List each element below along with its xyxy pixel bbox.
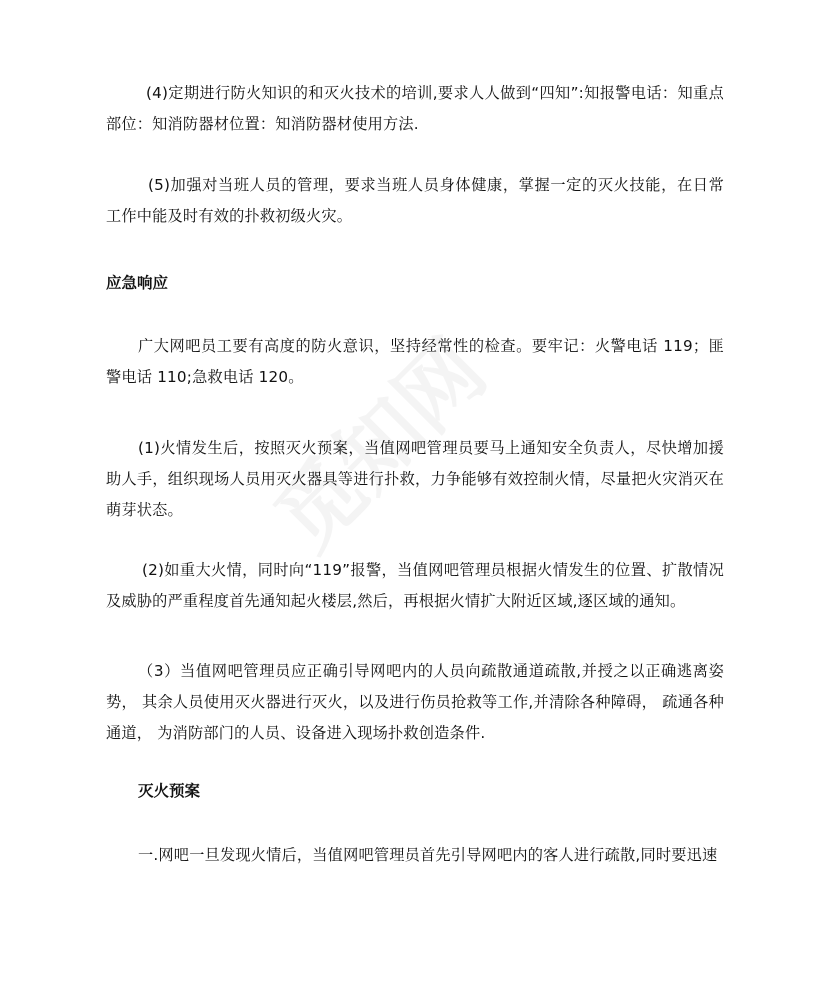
paragraph-response-1: (1)火情发生后，按照灭火预案，当值网吧管理员要马上通知安全负责人，尽快增加援助人手，组织现场人员用灭火器具等进行扑救，力争能够有效控制火情，尽量把火灾消灭在萌芽状态。: [106, 439, 724, 519]
paragraph-response-2: (2)如重大火情，同时向“119”报警，当值网吧管理员根据火情发生的位置、扩散情况及威胁的严重程度首先通知起火楼层,然后，再根据火情扩大附近区域,逐区域的通知。: [106, 561, 724, 610]
paragraph-response-3: （3）当值网吧管理员应正确引导网吧内的人员向疏散通道疏散,并授之以正确逃离姿势， 其余人员使用灭火器进行灭火，以及进行伤员抢救等工作,并清除各种障碍， 疏通各种通道， 为消防部门的人员、设备进入现场扑救创造条件.: [106, 662, 724, 742]
heading-fire-plan: 灭火预案: [138, 782, 201, 800]
paragraph-plan-1: 一.网吧一旦发现火情后，当值网吧管理员首先引导网吧内的客人进行疏散,同时要迅速: [138, 846, 718, 864]
paragraph-emergency-numbers: 广大网吧员工要有高度的防火意识，坚持经常性的检查。要牢记：火警电话 119；匪警电话 110;急救电话 120。: [106, 337, 724, 386]
heading-emergency-response: 应急响应: [106, 274, 169, 292]
paragraph-staff-management: (5)加强对当班人员的管理，要求当班人员身体健康，掌握一定的灭火技能，在日常工作中能及时有效的扑救初级火灾。: [106, 176, 724, 225]
paragraph-training: (4)定期进行防火知识的和灭火技术的培训,要求人人做到“四知”:知报警电话：知重点部位：知消防器材位置：知消防器材使用方法.: [106, 84, 724, 133]
